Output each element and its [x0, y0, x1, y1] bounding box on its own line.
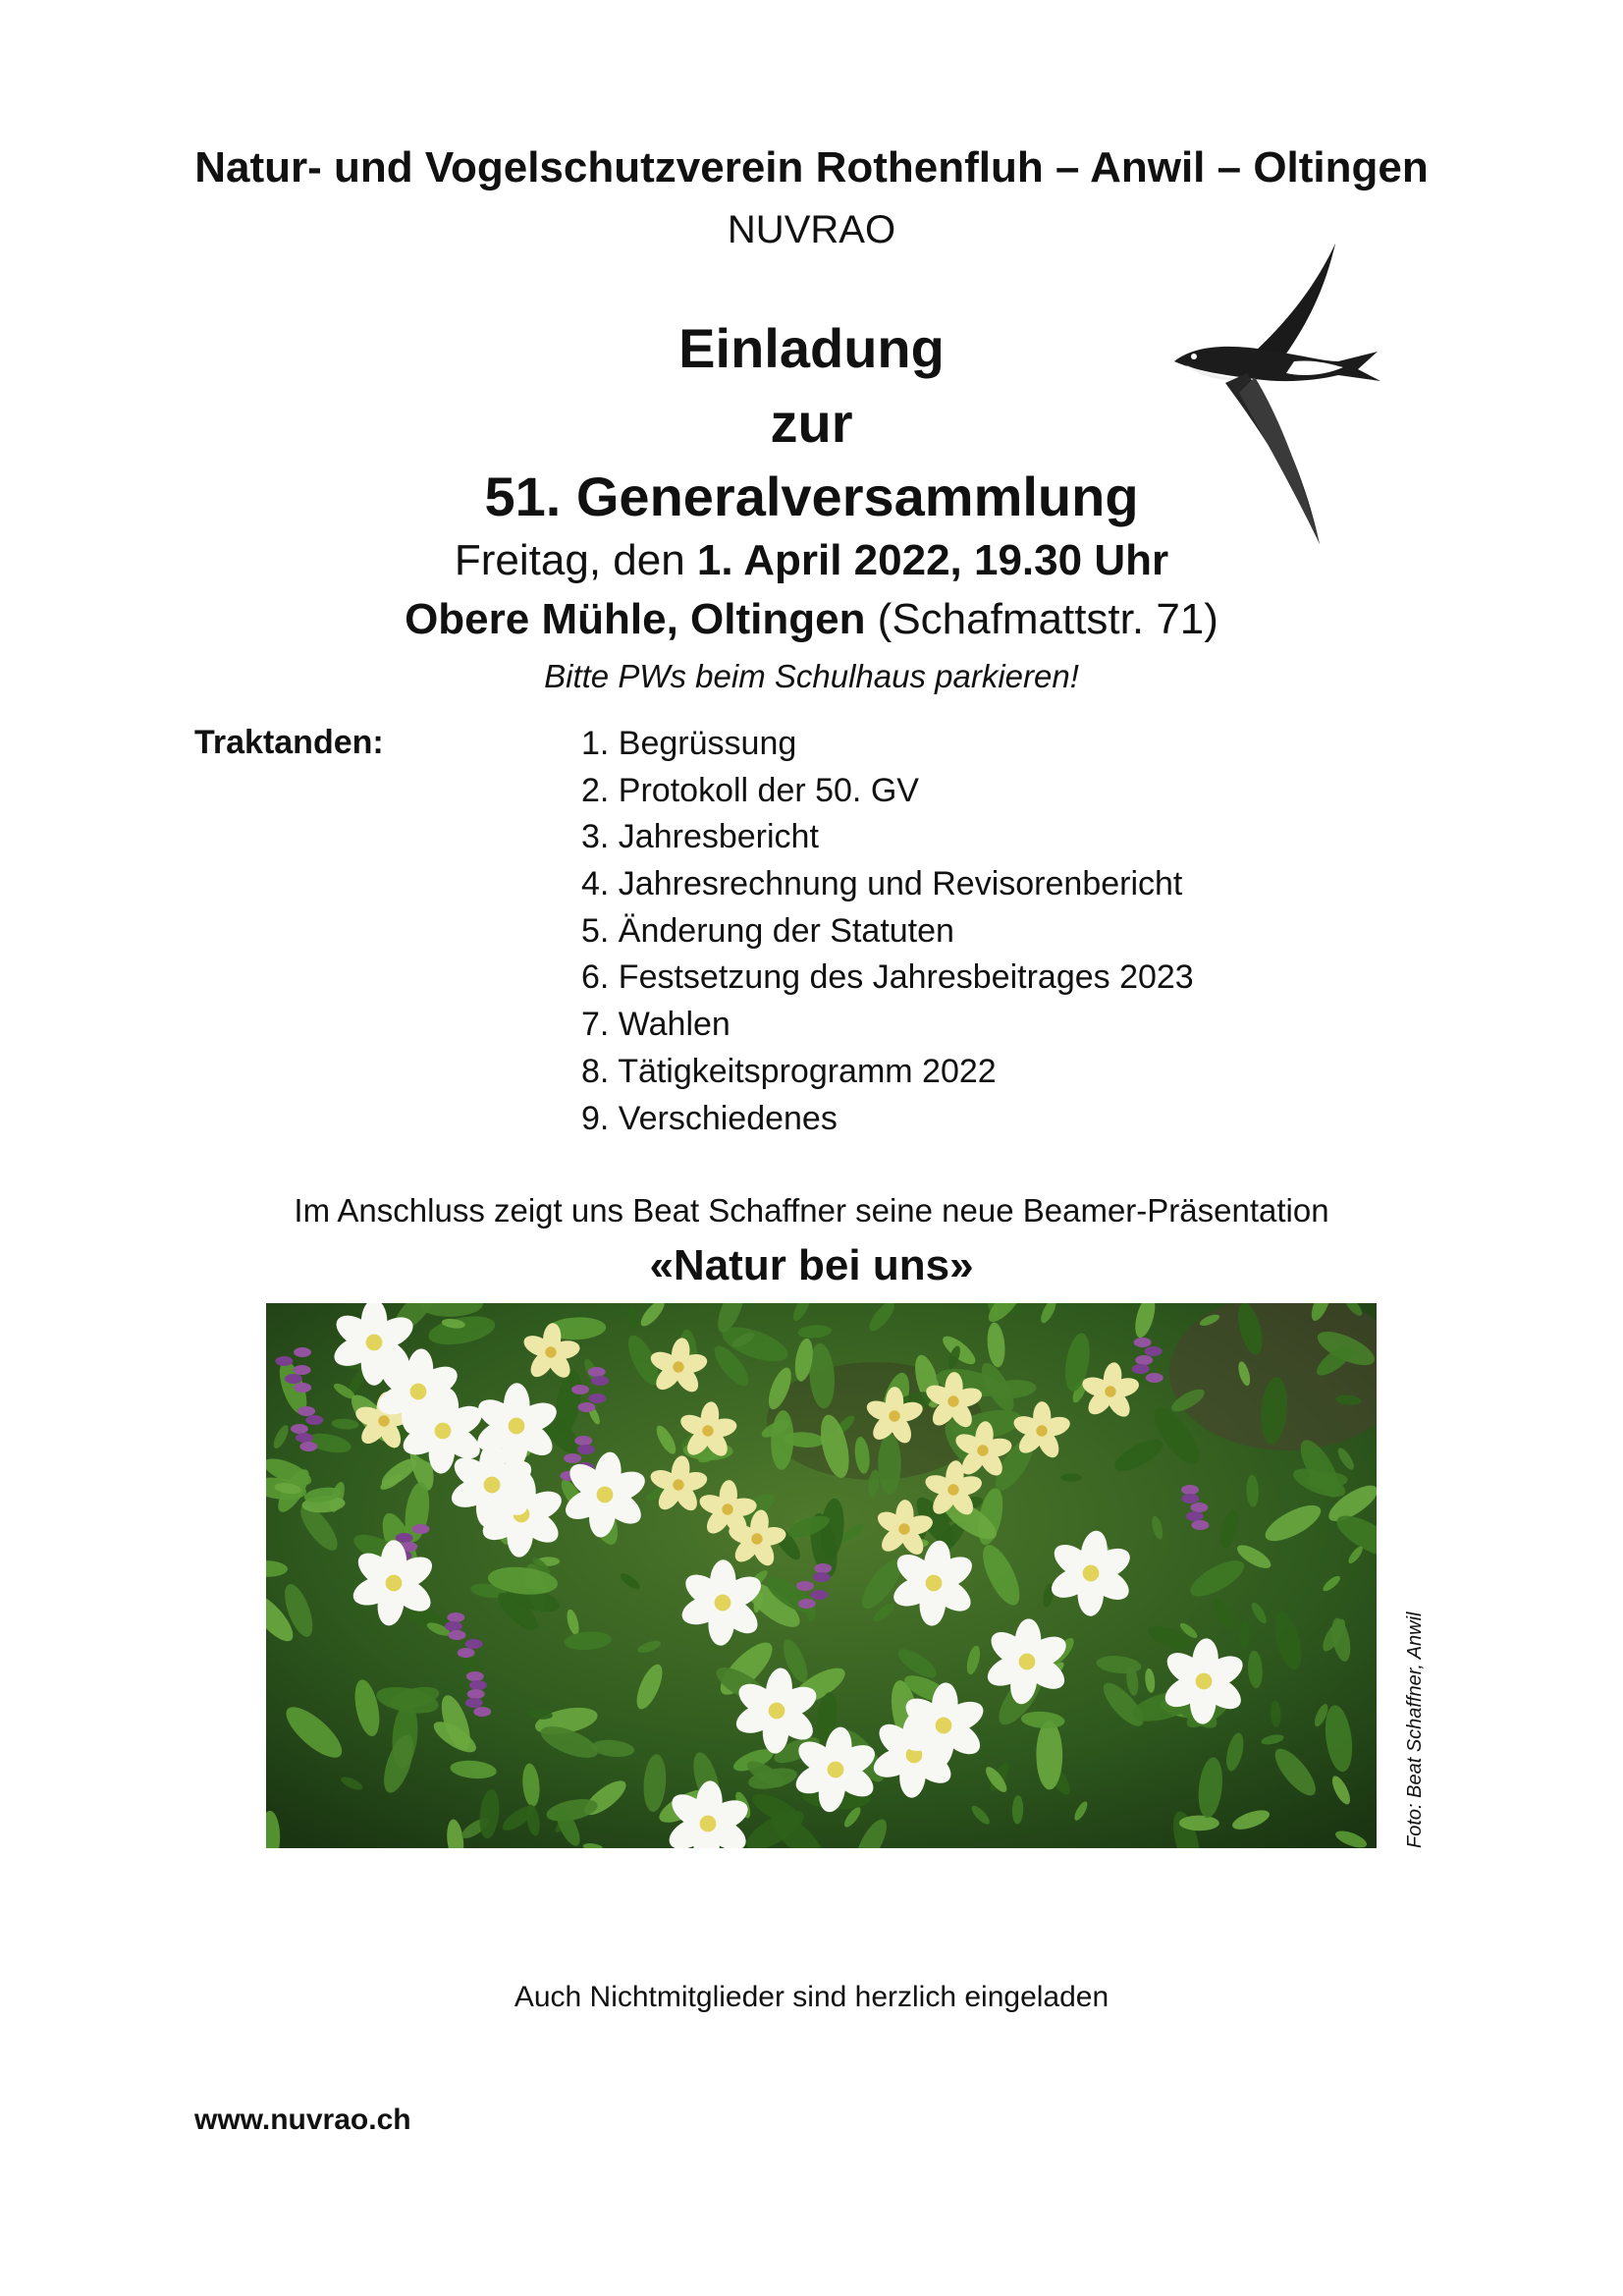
website-link[interactable]: www.nuvrao.ch — [194, 2104, 411, 2136]
organization-short-name: NUVRAO — [727, 208, 896, 251]
flower-photo — [266, 1303, 1377, 1848]
event-date-prefix: Freitag, den — [454, 536, 697, 584]
event-title: 51. Generalversammlung — [484, 465, 1139, 527]
guests-note: Auch Nichtmitglieder sind herzlich eingeladen — [514, 1981, 1109, 2013]
event-location-name: Obere Mühle, Oltingen — [405, 595, 866, 643]
event-location — [0, 595, 1623, 644]
agenda-list — [581, 724, 1194, 1145]
agenda-item: 5. Änderung der Statuten — [581, 911, 954, 950]
agenda-item: 8. Tätigkeitsprogramm 2022 — [581, 1052, 997, 1090]
presentation-title: «Natur bei uns» — [649, 1241, 974, 1289]
agenda-item: 1. Begrüssung — [581, 725, 797, 762]
event-location-address: (Schafmattstr. 71) — [865, 595, 1218, 643]
agenda-item: 9. Verschiedenes — [581, 1099, 838, 1137]
agenda-item: 7. Wahlen — [581, 1006, 730, 1044]
invitation-heading-zur: zur — [770, 392, 853, 454]
event-date — [0, 536, 1623, 585]
organization-title: Natur- und Vogelschutzverein Rothenfluh – Anwil – Oltingen — [194, 143, 1429, 191]
agenda-item: 6. Festsetzung des Jahresbeitrages 2023 — [581, 958, 1194, 997]
event-date-value: 1. April 2022, 19.30 Uhr — [696, 536, 1169, 584]
agenda-label: Traktanden: — [194, 724, 384, 761]
agenda-item: 4. Jahresrechnung und Revisorenbericht — [581, 865, 1183, 903]
photo-credit: Foto: Beat Schaffner, Anwil — [1404, 1612, 1426, 1848]
presentation-intro: Im Anschluss zeigt uns Beat Schaffner seine neue Beamer-Präsentation — [294, 1192, 1329, 1229]
agenda-item: 2. Protokoll der 50. GV — [581, 771, 919, 809]
invitation-heading: Einladung — [678, 317, 945, 379]
parking-note: Bitte PWs beim Schulhaus parkieren! — [544, 658, 1079, 694]
agenda-item: 3. Jahresbericht — [581, 818, 819, 856]
